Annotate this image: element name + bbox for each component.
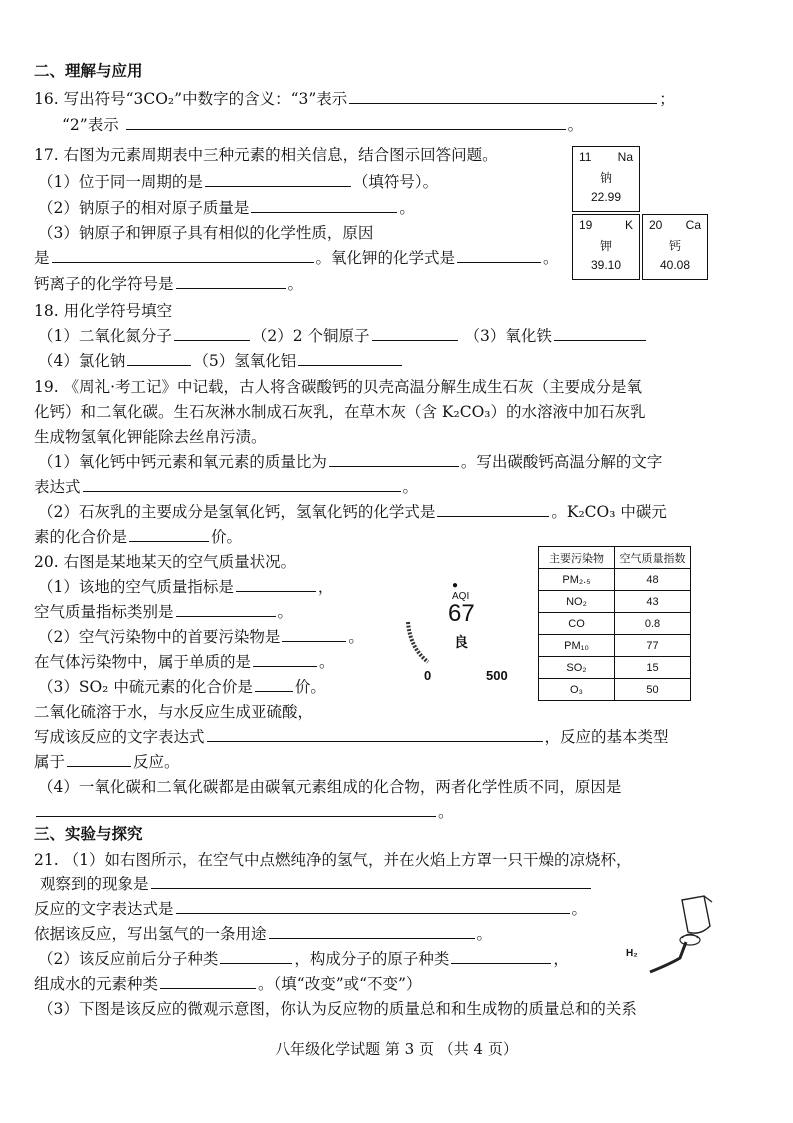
answer-blank[interactable]	[437, 502, 549, 517]
aqi-label	[452, 580, 469, 602]
q18-item1: （1）二氧化氮分子	[38, 327, 172, 345]
element-cell-calcium	[642, 214, 708, 280]
gauge-arc-icon	[402, 618, 442, 668]
section-heading: 二、理解与应用	[34, 61, 143, 80]
pollutant-index: 50	[615, 679, 691, 701]
aqi-label-text: AQI	[452, 591, 470, 602]
answer-blank[interactable]	[253, 652, 317, 667]
q21-p2-comma: ，	[553, 950, 569, 968]
q20-p2-suffix2: 。	[319, 653, 335, 671]
q21-p2-text: （2）该反应前后分子种类	[38, 950, 219, 968]
answer-blank[interactable]	[457, 248, 541, 263]
element-cell-potassium	[572, 214, 640, 280]
question-20-part2	[38, 627, 364, 647]
q17-p3-suffix: 。	[543, 249, 559, 267]
question-20-part3-line4	[34, 752, 180, 772]
gauge-max: 500	[486, 668, 508, 683]
pollutant-index: 0.8	[615, 613, 691, 635]
question-20-part3-line2: 二氧化硫溶于水，与水反应生成亚硫酸，	[34, 703, 314, 721]
table-row	[539, 679, 691, 701]
answer-blank[interactable]	[329, 452, 459, 467]
element-name: 钙	[668, 239, 681, 253]
answer-blank[interactable]	[451, 949, 551, 964]
q17-p3-text: 是	[34, 249, 50, 267]
q17-p1-text: （1）位于同一周期的是	[38, 173, 203, 191]
aqi-marker-icon: ●	[452, 580, 459, 591]
q19-p2-text: （2）石灰乳的主要成分是氢氧化钙，氢氧化钙的化学式是	[38, 503, 436, 521]
element-symbol: Ca	[685, 218, 701, 232]
pollutant-index: 77	[615, 635, 691, 657]
question-20-part4-line2	[34, 802, 454, 822]
answer-blank[interactable]	[176, 899, 570, 914]
pollutant-index: 48	[615, 569, 691, 591]
element-name: 钠	[599, 171, 612, 185]
page-footer: 八年级化学试题 第 3 页 （共 4 页）	[275, 1040, 518, 1058]
table-row	[539, 635, 691, 657]
question-20-part3	[38, 677, 326, 697]
pollutant-name: O₃	[539, 679, 615, 701]
q20-p1-comma: ，	[317, 578, 334, 596]
answer-blank[interactable]	[129, 527, 209, 542]
q19-p1-suffix: 。	[402, 478, 419, 496]
q16-period: 。	[567, 116, 584, 134]
table-row	[539, 569, 691, 591]
question-21-line2	[40, 874, 593, 894]
tube-icon	[650, 942, 686, 972]
question-20-part2-line2	[34, 652, 335, 672]
q20-p2-text2: 在气体污染物中，属于单质的是	[34, 653, 252, 671]
answer-blank[interactable]	[176, 602, 276, 617]
table-row	[539, 591, 691, 613]
element-symbol: K	[624, 218, 633, 232]
answer-blank[interactable]	[52, 248, 314, 263]
element-symbol: Na	[617, 150, 633, 164]
question-19-line2: 化钙）和二氧化碳。生石灰淋水制成石灰乳，在草木灰（含 K₂CO₃）的水溶液中加石灰乳	[34, 403, 646, 421]
q16-text2: “2”表示	[62, 116, 119, 134]
question-18-row2	[38, 351, 404, 371]
question-19-part2	[38, 502, 667, 522]
answer-blank[interactable]	[554, 326, 646, 341]
question-19-part1	[38, 452, 662, 472]
atomic-mass: 39.10	[590, 258, 622, 272]
answer-blank[interactable]	[151, 874, 591, 889]
q21-p2-text3: 组成水的元素种类	[34, 975, 159, 993]
question-21-part2-line2	[34, 974, 421, 994]
q18-item2: （2）2 个铜原子	[251, 327, 370, 345]
question-20-stem: 20. 右图是某地某天的空气质量状况。	[34, 553, 297, 571]
atomic-number: 20	[649, 218, 663, 232]
flame-icon	[680, 934, 700, 945]
question-20-part3-line3	[34, 727, 669, 747]
question-21-part2	[38, 949, 569, 969]
q18-item4: （4）氯化钠	[38, 352, 126, 370]
question-19-line3: 生成物氢氧化钾能除去丝帛污渍。	[34, 428, 267, 446]
pollutant-name: NO₂	[539, 591, 615, 613]
atomic-number: 11	[579, 150, 592, 164]
pollutant-index: 15	[615, 657, 691, 679]
q20-p3-text4: ，反应的基本类型	[544, 728, 669, 746]
q17-p3-text2: 。氧化钾的化学式是	[315, 249, 456, 267]
question-17-part3-line2	[34, 248, 559, 268]
q21-text3: 依据该反应，写出氢气的一条用途	[34, 925, 267, 943]
aqi-value: 67	[448, 600, 475, 627]
q20-p3-suffix: 价。	[294, 678, 326, 696]
answer-blank[interactable]	[67, 752, 131, 767]
question-21-line1: 21. （1）如右图所示，在空气中点燃纯净的氢气，并在火焰上方罩一只干燥的凉烧杯，	[34, 851, 632, 869]
q21-suffix: 。	[571, 900, 588, 918]
answer-blank[interactable]	[251, 198, 397, 213]
atomic-number: 19	[579, 218, 593, 232]
question-19-line1: 19. 《周礼·考工记》中记载，古人将含碳酸钙的贝壳高温分解生成生石灰（主要成分是氧	[34, 378, 643, 396]
q16-text: 16. 写出符号“3CO₂”中数字的含义：“3”表示	[34, 90, 348, 108]
question-21-line4	[34, 924, 492, 944]
q20-p2-suffix: 。	[348, 628, 364, 646]
answer-blank[interactable]	[176, 274, 286, 289]
answer-blank[interactable]	[126, 115, 566, 130]
answer-blank[interactable]	[205, 172, 351, 187]
answer-blank[interactable]	[282, 627, 346, 642]
q18-item3: （3）氧化铁	[464, 327, 552, 345]
pollutant-table	[538, 546, 691, 701]
hydrogen-apparatus-figure	[620, 892, 730, 982]
q17-p3-suffix2: 。	[287, 275, 304, 293]
q20-p2-text: （2）空气污染物中的首要污染物是	[38, 628, 281, 646]
pollutant-name: PM₁₀	[539, 635, 615, 657]
q17-p3-text3: 钙离子的化学符号是	[34, 275, 174, 293]
pollutant-index: 43	[615, 591, 691, 613]
pollutant-name: CO	[539, 613, 615, 635]
element-name: 钾	[599, 239, 612, 253]
q19-p1-text3: 表达式	[34, 478, 81, 496]
answer-blank[interactable]	[269, 924, 475, 939]
question-18-stem: 18. 用化学符号填空	[34, 302, 173, 320]
q21-text: 观察到的现象是	[40, 875, 149, 893]
section-heading: 三、实验与探究	[34, 824, 143, 843]
answer-blank[interactable]	[236, 577, 316, 592]
answer-blank[interactable]	[372, 326, 458, 341]
q20-p4-suffix: 。	[438, 803, 454, 821]
beaker-icon	[682, 896, 712, 933]
element-cell-sodium	[572, 146, 640, 212]
question-18-row1	[38, 326, 648, 346]
answer-blank[interactable]	[220, 949, 292, 964]
question-20-part4: （4）一氧化碳和二氧化碳都是由碳氧元素组成的化合物，两者化学性质不同，原因是	[38, 778, 622, 796]
q21-text2: 反应的文字表达式是	[34, 900, 174, 918]
answer-blank[interactable]	[174, 326, 250, 341]
q18-item5: （5）氢氧化铝	[193, 352, 297, 370]
q17-p1-suffix: （填符号）。	[352, 173, 439, 191]
answer-blank[interactable]	[349, 89, 657, 104]
pollutant-name: SO₂	[539, 657, 615, 679]
gauge-min: 0	[424, 668, 432, 683]
pollutant-name: PM₂.₅	[539, 569, 615, 591]
q17-p2-suffix: 。	[399, 199, 415, 217]
answer-blank[interactable]	[160, 974, 256, 989]
q20-p3-suffix2: 反应。	[133, 753, 180, 771]
question-17-part2	[38, 198, 415, 218]
q21-p2-text2: ，构成分子的原子种类	[294, 950, 450, 968]
question-16-line2	[62, 115, 583, 135]
q20-p3-text: （3）SO₂ 中硫元素的化合价是	[38, 678, 253, 696]
q19-p1-text2: 。写出碳酸钙高温分解的文字	[460, 453, 663, 471]
q17-p2-text: （2）钠原子的相对原子质量是	[38, 199, 250, 217]
answer-blank[interactable]	[207, 727, 543, 742]
q19-p2-text2: 。K₂CO₃ 中碳元	[551, 503, 667, 521]
q16-semicolon: ；	[659, 90, 675, 108]
q19-p2-suffix: 价。	[211, 528, 243, 546]
table-header-row	[539, 547, 691, 569]
q21-p2-suffix: 。（填“改变”或“不变”）	[258, 975, 422, 993]
answer-blank[interactable]	[36, 802, 436, 817]
question-17-part1	[38, 172, 438, 192]
answer-blank[interactable]	[298, 351, 402, 366]
question-17-part3-line3	[34, 274, 303, 294]
q20-p1-text2: 空气质量指标类别是	[34, 603, 174, 621]
question-19-part1-line2	[34, 477, 418, 497]
q19-p1-text: （1）氧化钙中钙元素和氧元素的质量比为	[38, 453, 327, 471]
table-header: 主要污染物	[539, 547, 615, 569]
question-19-part2-line2	[34, 527, 242, 547]
q20-p1-suffix: 。	[277, 603, 294, 621]
answer-blank[interactable]	[127, 351, 191, 366]
q20-p3-text5: 属于	[34, 753, 66, 771]
question-16-line1	[34, 89, 675, 109]
table-row	[539, 657, 691, 679]
question-20-part1	[38, 577, 333, 597]
answer-blank[interactable]	[255, 677, 293, 692]
table-header: 空气质量指数	[615, 547, 691, 569]
q19-p2-text3: 素的化合价是	[34, 528, 128, 546]
q21-suffix2: 。	[476, 925, 493, 943]
atomic-mass: 40.08	[659, 258, 691, 272]
question-21-line3	[34, 899, 587, 919]
aqi-category: 良	[454, 635, 468, 651]
table-row	[539, 613, 691, 635]
q20-p1-text: （1）该地的空气质量指标是	[38, 578, 234, 596]
q20-p3-text3: 写成该反应的文字表达式	[34, 728, 205, 746]
question-17-part3: （3）钠原子和钾原子具有相似的化学性质，原因	[38, 224, 374, 242]
question-17-stem: 17. 右图为元素周期表中三种元素的相关信息，结合图示回答问题。	[34, 146, 498, 164]
h2-label: H₂	[626, 948, 638, 959]
question-20-part1-line2	[34, 602, 293, 622]
question-21-part3: （3）下图是该反应的微观示意图，你认为反应物的质量总和和生成物的质量总和的关系	[38, 1000, 637, 1018]
atomic-mass: 22.99	[590, 190, 622, 204]
answer-blank[interactable]	[83, 477, 401, 492]
